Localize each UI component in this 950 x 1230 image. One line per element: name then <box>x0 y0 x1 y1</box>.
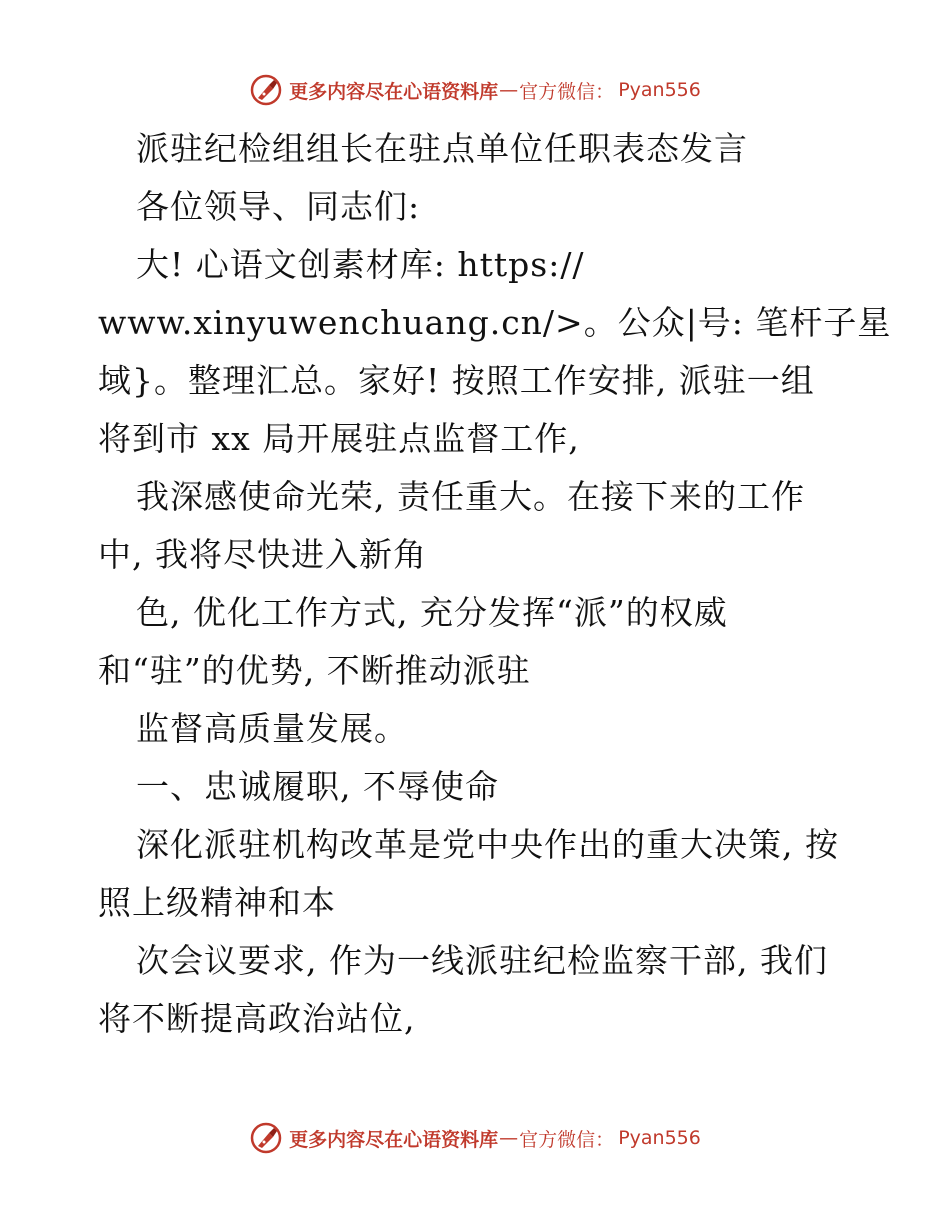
document-line: 监督高质量发展。 <box>136 709 408 748</box>
document-line: 中, 我将尽快进入新角 <box>98 535 427 574</box>
document-line: 照上级精神和本 <box>98 883 336 922</box>
watermark-prefix: 更多内容尽在心语资料库 <box>289 1128 499 1151</box>
document-line: 将到市 xx 局开展驻点监督工作, <box>98 419 580 458</box>
document-body <box>98 120 892 1048</box>
watermark-middle: 官方微信： <box>519 1128 615 1151</box>
document-line: 一、忠诚履职, 不辱使命 <box>136 767 499 806</box>
document-line: 域}。整理汇总。家好! 按照工作安排, 派驻一组 <box>98 361 815 400</box>
watermark-dash: — <box>499 79 519 101</box>
watermark-dash: — <box>499 1127 519 1149</box>
document-line: 将不断提高政治站位, <box>98 999 416 1038</box>
watermark-banner-top <box>0 70 950 110</box>
document-line: 次会议要求, 作为一线派驻纪检监察干部, 我们 <box>136 941 828 980</box>
document-line: 大! 心语文创素材库: https:// <box>136 245 585 284</box>
watermark-wechat-id: Pyan556 <box>618 79 701 101</box>
document-line: 派驻纪检组组长在驻点单位任职表态发言 <box>136 129 748 168</box>
document-line: 深化派驻机构改革是党中央作出的重大决策, 按 <box>136 825 839 864</box>
pen-nib-logo-icon <box>249 73 283 107</box>
watermark-middle: 官方微信： <box>519 80 615 103</box>
pen-nib-logo-icon <box>249 1121 283 1155</box>
watermark-banner-bottom <box>0 1118 950 1158</box>
document-line: www.xinyuwenchuang.cn/>。公众|号: 笔杆子星 <box>98 303 892 342</box>
document-line: 我深感使命光荣, 责任重大。在接下来的工作 <box>136 477 805 516</box>
document-line: 和“驻”的优势, 不断推动派驻 <box>98 651 531 690</box>
watermark-wechat-id: Pyan556 <box>618 1127 701 1149</box>
document-line: 色, 优化工作方式, 充分发挥“派”的权威 <box>136 593 728 632</box>
document-line: 各位领导、同志们: <box>136 187 421 226</box>
watermark-prefix: 更多内容尽在心语资料库 <box>289 80 499 103</box>
